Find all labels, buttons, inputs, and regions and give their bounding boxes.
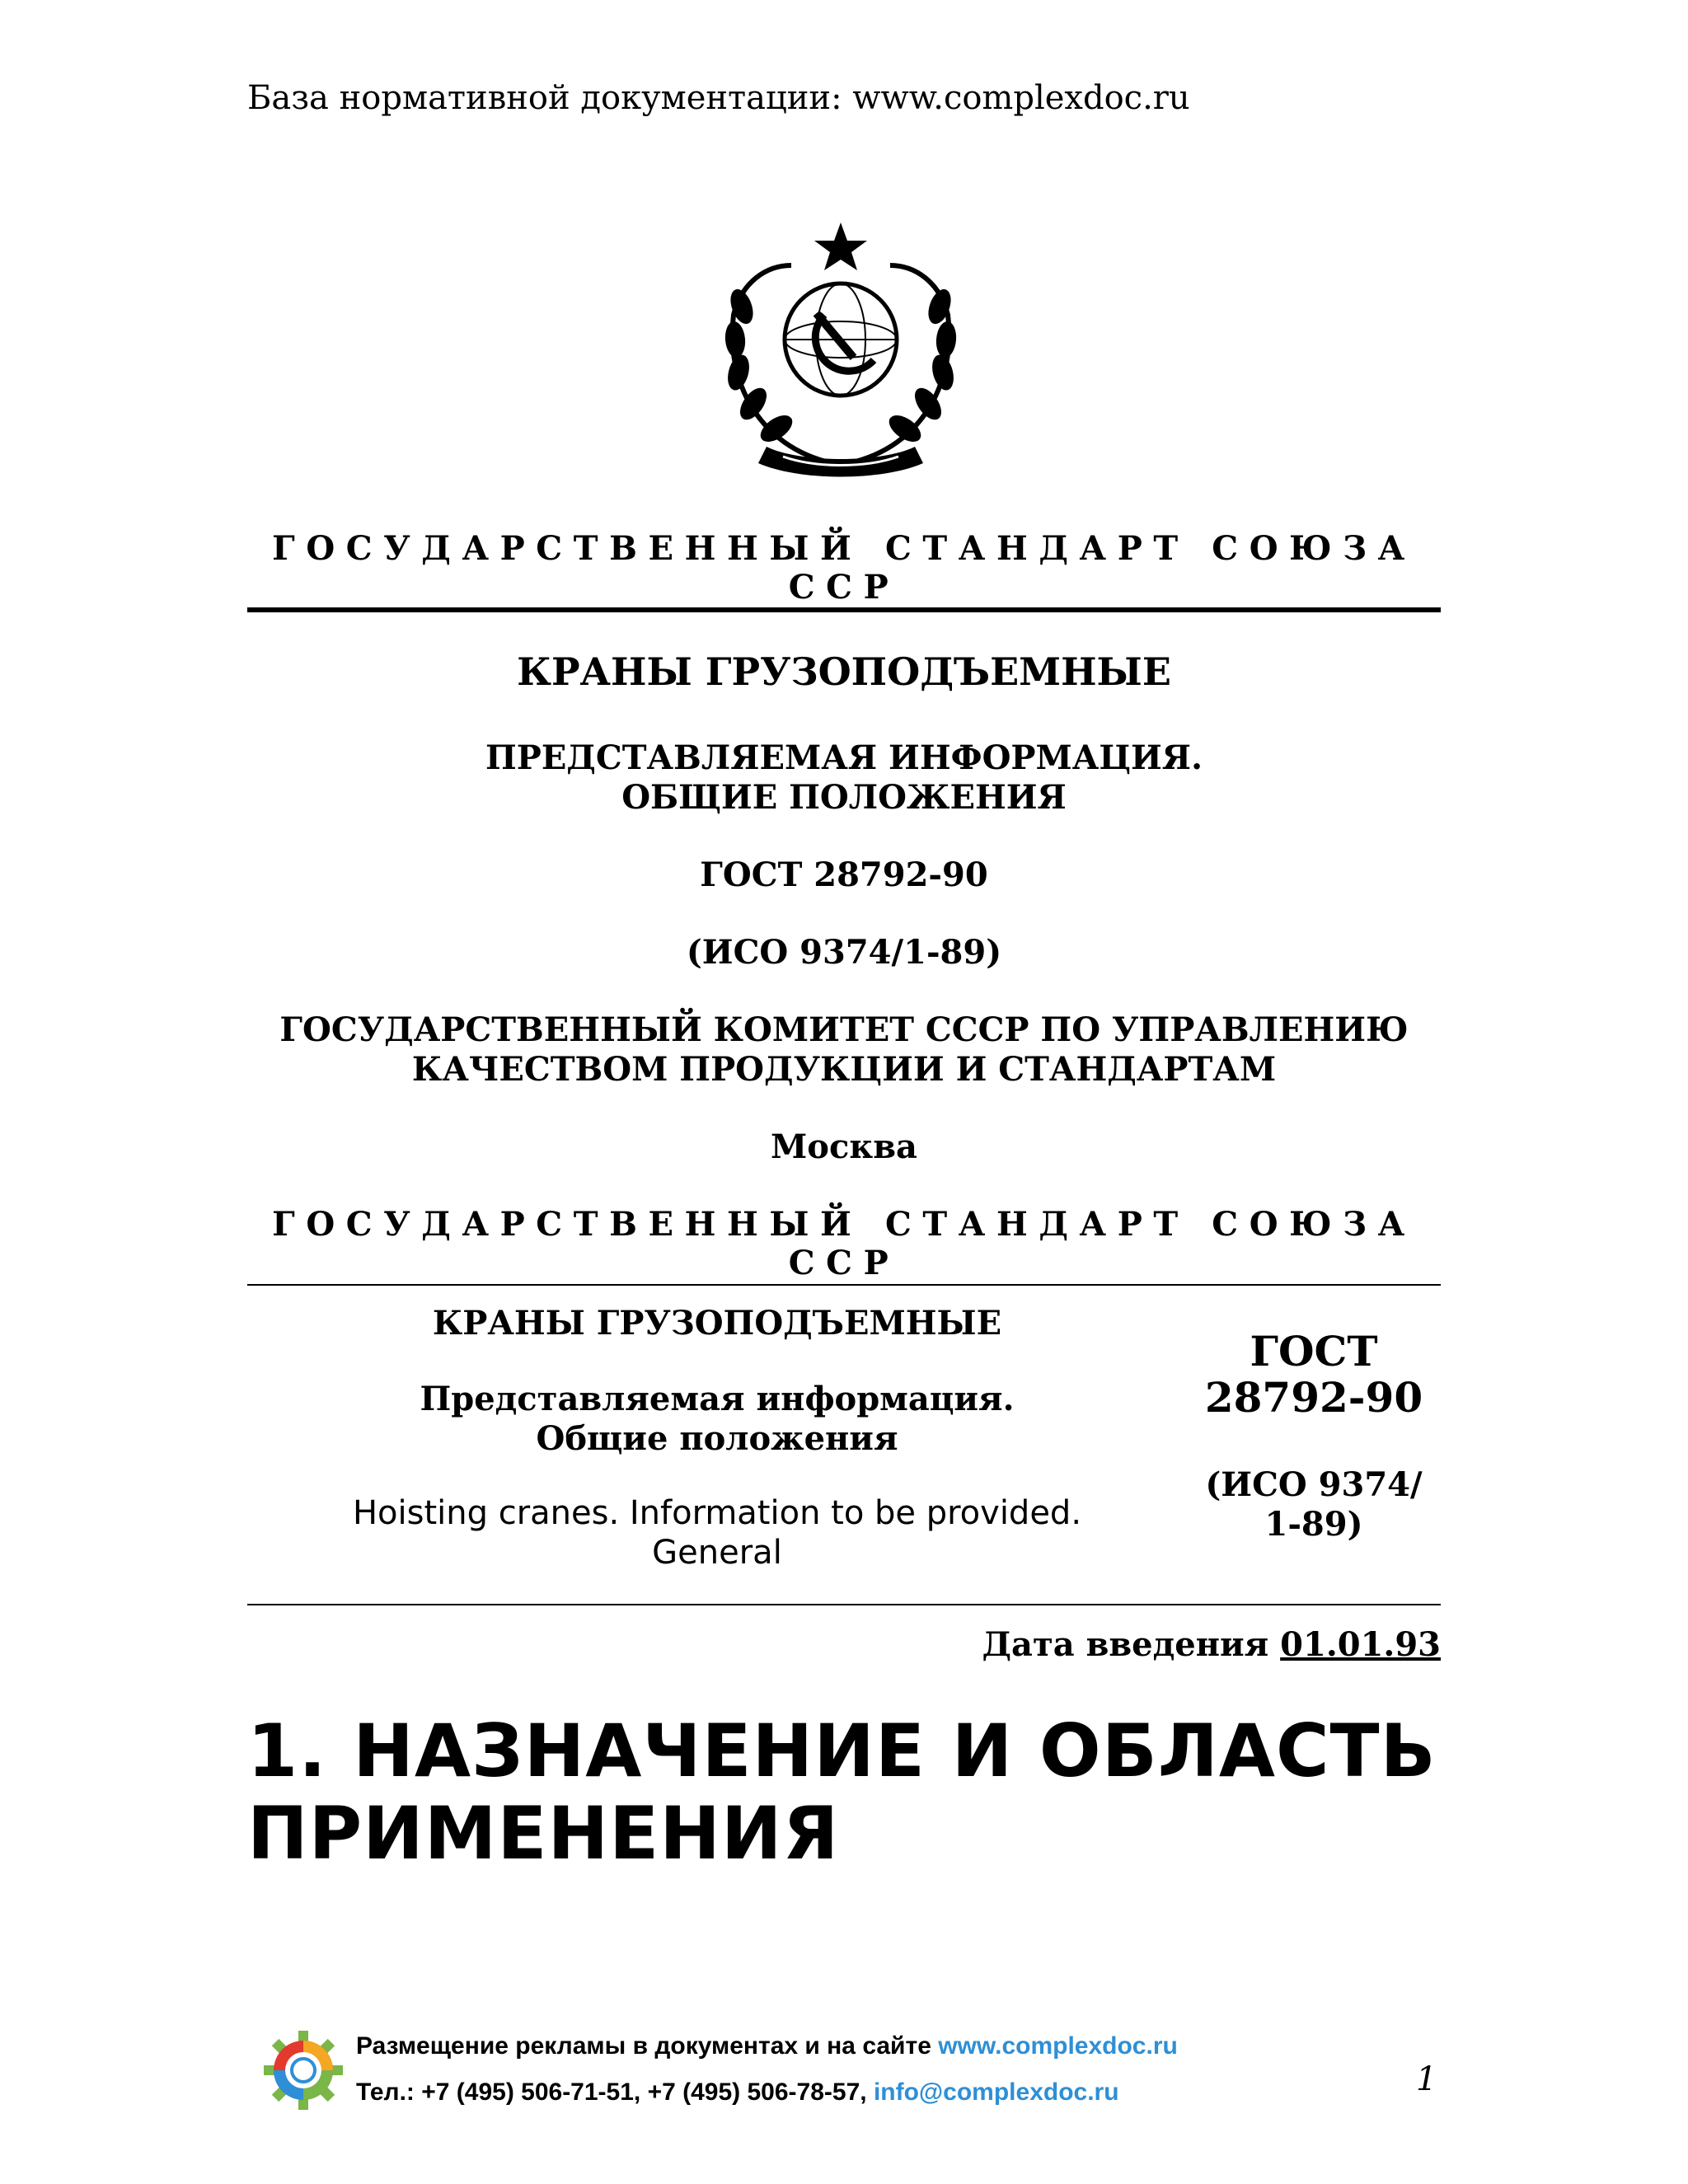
english-title [247, 1493, 1187, 1572]
thick-divider [247, 607, 1441, 612]
subtitle-line-1: ПРЕДСТАВЛЯЕМАЯ ИНФОРМАЦИЯ. [485, 738, 1203, 777]
second-banner: ГОСУДАРСТВЕННЫЙ СТАНДАРТ СОЮЗА ССР [272, 1205, 1416, 1282]
ad-site-link[interactable]: www.complexdoc.ru [938, 2032, 1178, 2060]
ad-line-1 [356, 2032, 1178, 2060]
iso-number: (ИСО 9374/1-89) [686, 933, 1002, 972]
box-iso [1187, 1465, 1441, 1544]
ad-line-1-text: Размещение рекламы в документах и на сайте [356, 2032, 939, 2060]
ad-email-link[interactable]: info@complexdoc.ru [873, 2079, 1119, 2106]
introduction-date [982, 1625, 1441, 1664]
section-heading-line-2: ПРИМЕНЕНИЯ [247, 1791, 840, 1876]
english-line-1: Hoisting cranes. Information to be provided. [352, 1494, 1082, 1532]
box-gost-line-2: 28792-90 [1204, 1373, 1423, 1422]
date-value: 01.01.93 [1280, 1625, 1441, 1664]
gost-number: ГОСТ 28792-90 [700, 855, 988, 894]
top-banner: ГОСУДАРСТВЕННЫЙ СТАНДАРТ СОЮЗА ССР [272, 529, 1416, 607]
header-note: База нормативной документации: www.complexdoc.ru [247, 79, 1190, 117]
page-number: 1 [1416, 2060, 1437, 2098]
box-gost-line-1: ГОСТ [1250, 1327, 1378, 1376]
box-iso-line-2: 1-89) [1264, 1505, 1363, 1544]
subtitle-line-2: ОБЩИЕ ПОЛОЖЕНИЯ [621, 778, 1067, 817]
box-subtitle [247, 1380, 1187, 1459]
committee-line-2: КАЧЕСТВОМ ПРОДУКЦИИ И СТАНДАРТАМ [411, 1050, 1277, 1089]
date-label: Дата введения [982, 1625, 1269, 1664]
document-subtitle [247, 738, 1441, 818]
committee-line-1: ГОСУДАРСТВЕННЫЙ КОМИТЕТ СССР ПО УПРАВЛЕНИЮ [279, 1010, 1409, 1049]
box-subtitle-line-2: Общие положения [536, 1419, 898, 1458]
section-heading-line-1: 1. НАЗНАЧЕНИЕ И ОБЛАСТЬ [247, 1708, 1437, 1793]
section-heading [247, 1710, 1437, 1875]
box-bottom-divider [247, 1604, 1441, 1605]
box-top-divider [247, 1284, 1441, 1286]
ad-line-2-text: Тел.: +7 (495) 506-71-51, +7 (495) 506-78-57, [356, 2079, 874, 2106]
box-iso-line-1: (ИСО 9374/ [1205, 1465, 1423, 1504]
box-gost [1187, 1329, 1441, 1421]
ad-line-2 [356, 2079, 1119, 2107]
committee-name [247, 1010, 1441, 1090]
box-subtitle-line-1: Представляемая информация. [420, 1380, 1015, 1418]
english-line-2: General [652, 1534, 782, 1572]
box-title: КРАНЫ ГРУЗОПОДЪЕМНЫЕ [432, 1304, 1002, 1343]
ussr-coat-of-arms-icon [709, 216, 973, 488]
gear-logo-icon [262, 2029, 345, 2111]
city: Москва [771, 1127, 917, 1166]
document-title: КРАНЫ ГРУЗОПОДЪЕМНЫЕ [517, 649, 1171, 694]
